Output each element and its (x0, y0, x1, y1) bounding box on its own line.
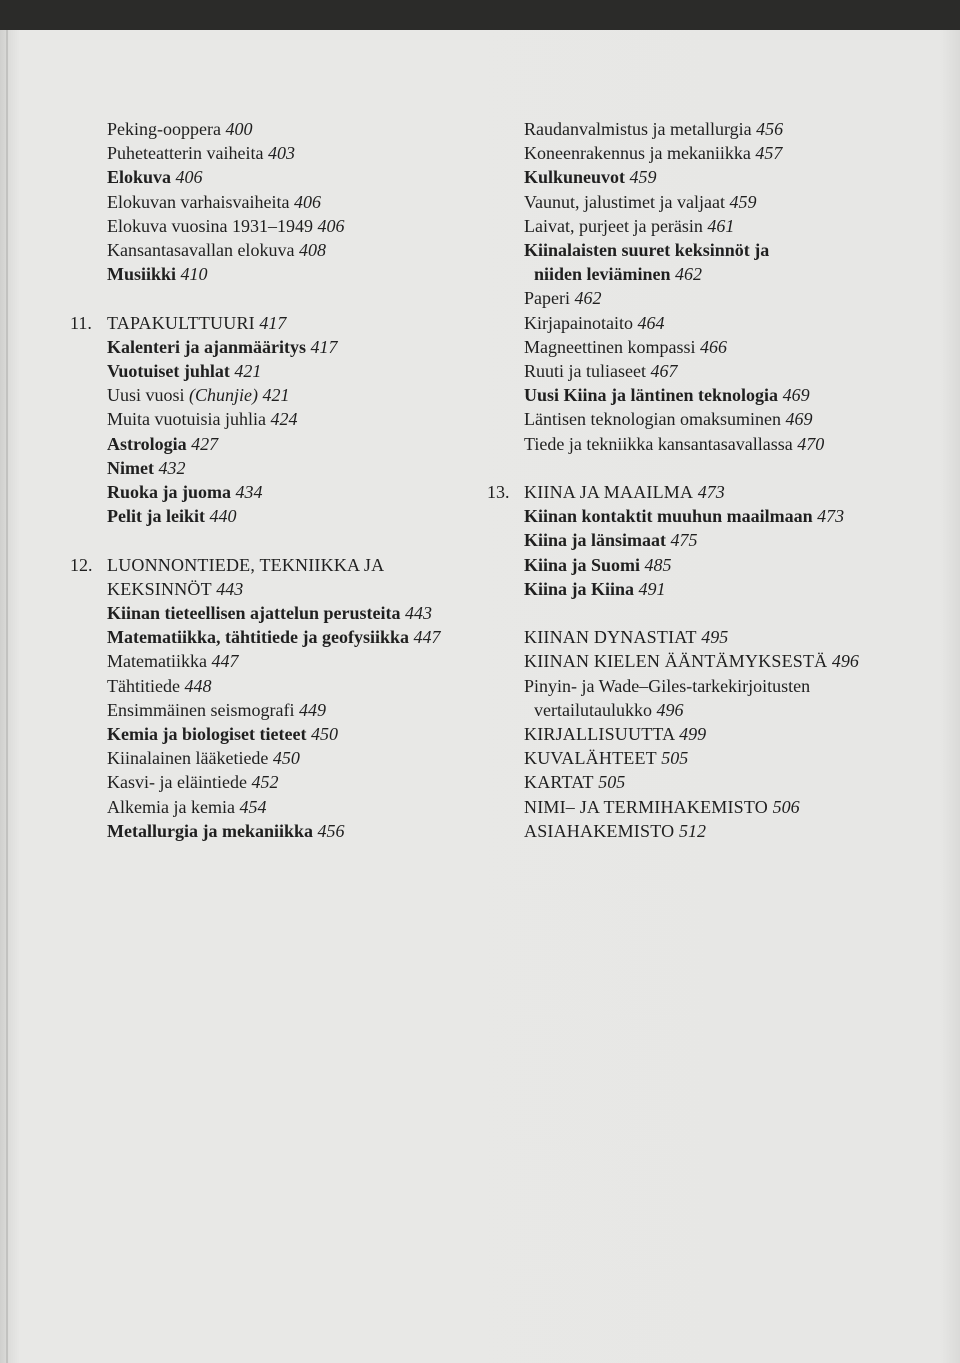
page-number: 464 (637, 312, 665, 333)
entry-title: Magneettinen kompassi (524, 336, 696, 357)
entry-title: Elokuva vuosina 1931–1949 (107, 215, 313, 236)
entry-title: Kiina ja Kiina (524, 578, 635, 599)
page-number: 459 (629, 167, 657, 188)
toc-entry (487, 141, 907, 165)
entry-title: Pelit ja leikit (107, 506, 205, 527)
toc-chapter-entry (487, 722, 907, 746)
entry-title: Elokuva (107, 167, 172, 188)
entry-title: KEKSINNÖT (107, 578, 212, 599)
section-spacer (70, 528, 470, 552)
toc-entry (70, 238, 470, 262)
toc-chapter-entry (70, 311, 470, 335)
section-spacer (487, 601, 907, 625)
page-number: 461 (707, 215, 735, 236)
toc-entry (487, 698, 907, 722)
toc-entry (487, 577, 907, 601)
page-number: 450 (272, 748, 300, 769)
page-number: 406 (175, 167, 203, 188)
toc-entry (487, 674, 907, 698)
entry-title: Kirjapainotaito (524, 312, 633, 333)
toc-entry (487, 407, 907, 431)
page-number: 496 (656, 699, 684, 720)
entry-title: vertailutaulukko (534, 699, 652, 720)
toc-chapter-entry (487, 795, 907, 819)
section-spacer (70, 286, 470, 310)
toc-entry (487, 383, 907, 407)
page-number: 434 (235, 482, 263, 503)
entry-title: Matematiikka, tähtitiede ja geofysiikka (107, 627, 409, 648)
page-number: 447 (413, 627, 441, 648)
entry-title: KIINA JA MAAILMA (524, 482, 694, 503)
entry-title: Alkemia ja kemia (107, 796, 235, 817)
toc-entry (487, 238, 907, 262)
page-number: 475 (670, 530, 698, 551)
toc-entry (487, 262, 907, 286)
page-number: 469 (785, 409, 813, 430)
toc-entry (70, 601, 470, 625)
entry-title: Raudanvalmistus ja metallurgia (524, 119, 752, 139)
page-number: 456 (756, 119, 784, 139)
page-number: 450 (310, 724, 338, 745)
toc-entry (487, 165, 907, 189)
entry-title: Kiinalaisten suuret keksinnöt ja (524, 240, 770, 261)
entry-title: Ensimmäinen seismografi (107, 699, 295, 720)
toc-entry (70, 165, 470, 189)
toc-entry (70, 214, 470, 238)
page-number: 462 (675, 264, 703, 285)
page-number: 491 (638, 578, 666, 599)
entry-title: Kiina ja länsimaat (524, 530, 667, 551)
entry-title: Ruuti ja tuliaseet (524, 361, 646, 382)
entry-title: Metallurgia ja mekaniikka (107, 820, 313, 841)
page-number: 473 (697, 482, 725, 503)
toc-entry (487, 359, 907, 383)
toc-entry (70, 335, 470, 359)
toc-entry (70, 117, 470, 141)
page-number: 427 (191, 433, 219, 454)
toc-entry (70, 407, 470, 431)
page-number: 469 (782, 385, 810, 406)
entry-title: Pinyin- ja Wade–Giles-tarkekirjoitusten (524, 675, 811, 696)
chapter-number: 11. (70, 312, 92, 333)
page-number: 459 (729, 191, 757, 212)
toc-chapter-entry (70, 553, 470, 577)
page-number: 443 (404, 603, 432, 624)
page-number: 417 (259, 312, 287, 333)
toc-entry (70, 698, 470, 722)
entry-title: Läntisen teknologian omaksuminen (524, 409, 781, 430)
page-number: 505 (598, 772, 626, 793)
toc-entry (70, 746, 470, 770)
entry-title: Astrologia (107, 433, 187, 454)
entry-title: Muita vuotuisia juhlia (107, 409, 266, 430)
toc-entry (487, 117, 907, 141)
page-number: 410 (180, 264, 208, 285)
entry-title: KARTAT (524, 772, 594, 793)
page-number: 443 (216, 578, 244, 599)
entry-title: KIINAN KIELEN ÄÄNTÄMYKSESTÄ (524, 651, 828, 672)
toc-chapter-entry (487, 625, 907, 649)
entry-title: Kemia ja biologiset tieteet (107, 724, 307, 745)
entry-title: Ruoka ja juoma (107, 482, 232, 503)
page-number: 499 (679, 724, 707, 745)
page-number: 496 (831, 651, 859, 672)
scanner-top-border (0, 0, 960, 30)
toc-entry (70, 359, 470, 383)
entry-title: Uusi Kiina ja läntinen teknologia (524, 385, 779, 406)
entry-title: TAPAKULTTUURI (107, 312, 255, 333)
page-number: 452 (251, 772, 279, 793)
toc-entry (70, 456, 470, 480)
toc-entry (487, 311, 907, 335)
toc-entry (487, 528, 907, 552)
page-binding-edge (6, 30, 8, 1363)
toc-entry (487, 214, 907, 238)
entry-title: Puheteatterin vaiheita (107, 143, 264, 164)
page-number: 473 (817, 506, 845, 527)
toc-chapter-entry (487, 649, 907, 673)
entry-title: Laivat, purjeet ja peräsin (524, 215, 703, 236)
toc-entry (70, 262, 470, 286)
entry-title: Musiikki (107, 264, 177, 285)
toc-left-column (70, 117, 470, 843)
entry-title: Kiina ja Suomi (524, 554, 641, 575)
section-spacer (487, 456, 907, 480)
toc-entry (70, 795, 470, 819)
entry-title: Kansantasavallan elokuva (107, 240, 299, 261)
page-number: 456 (317, 820, 345, 841)
page-number: 408 (298, 240, 326, 261)
toc-entry (70, 141, 470, 165)
page-number: 448 (184, 675, 212, 696)
entry-title: Kiinalainen lääketiede (107, 748, 269, 769)
toc-entry (70, 819, 470, 843)
page-number: 421 (234, 361, 262, 382)
entry-title: KIINAN DYNASTIAT (524, 627, 697, 648)
page-number: 400 (225, 119, 253, 139)
toc-chapter-entry (487, 746, 907, 770)
toc-chapter-entry (487, 819, 907, 843)
entry-title: Tiede ja tekniikka kansantasavallassa (524, 433, 793, 454)
toc-entry (70, 190, 470, 214)
entry-title: Nimet (107, 457, 154, 478)
entry-title: Koneenrakennus ja mekaniikka (524, 143, 751, 164)
page-number: 485 (644, 554, 672, 575)
page-number: 440 (209, 506, 237, 527)
page-number: 512 (678, 820, 706, 841)
entry-title: Kulkuneuvot (524, 167, 626, 188)
toc-entry (487, 553, 907, 577)
page-number: 454 (239, 796, 267, 817)
toc-entry (70, 480, 470, 504)
page-number: 470 (797, 433, 825, 454)
page-number: 403 (267, 143, 295, 164)
entry-title: Peking-ooppera (107, 119, 221, 139)
toc-entry (70, 625, 470, 649)
entry-title: Elokuvan varhaisvaiheita (107, 191, 290, 212)
toc-entry (487, 504, 907, 528)
page-number: 505 (661, 748, 689, 769)
toc-entry (70, 649, 470, 673)
toc-entry (487, 286, 907, 310)
toc-chapter-entry (70, 577, 470, 601)
toc-entry (487, 432, 907, 456)
page-number: 421 (262, 385, 290, 406)
entry-title: Kalenteri ja ajanmääritys (107, 336, 306, 357)
toc-chapter-entry (487, 480, 907, 504)
entry-title: LUONNONTIEDE, TEKNIIKKA JA (107, 554, 385, 575)
toc-entry (70, 383, 470, 407)
page-number: 466 (699, 336, 727, 357)
entry-title: Kiinan tieteellisen ajattelun perusteita (107, 603, 401, 624)
page-number: 506 (772, 796, 800, 817)
page-number: 495 (701, 627, 729, 648)
toc-entry (70, 770, 470, 794)
toc-right-column (487, 117, 907, 843)
chapter-number: 12. (70, 554, 93, 575)
toc-chapter-entry (487, 770, 907, 794)
entry-title: Kasvi- ja eläintiede (107, 772, 247, 793)
toc-entry (487, 335, 907, 359)
page-number: 417 (310, 336, 338, 357)
page-number: 432 (158, 457, 186, 478)
page-number: 457 (755, 143, 783, 164)
page-number: 447 (211, 651, 239, 672)
toc-entry (70, 432, 470, 456)
entry-title: Paperi (524, 288, 570, 309)
entry-title: Kiinan kontaktit muuhun maailmaan (524, 506, 813, 527)
entry-title: KUVALÄHTEET (524, 748, 662, 769)
entry-title: Matematiikka (107, 651, 207, 672)
entry-title: Tähtitiede (107, 675, 180, 696)
entry-title-italic: (Chunjie) (189, 385, 259, 406)
toc-entry (487, 190, 907, 214)
toc-entry (70, 504, 470, 528)
page-number: 406 (293, 191, 321, 212)
toc-entry (70, 674, 470, 698)
page-number: 449 (298, 699, 326, 720)
page-number: 424 (270, 409, 298, 430)
entry-title: niiden leviäminen (534, 264, 671, 285)
entry-title: Uusi vuosi (107, 385, 185, 406)
entry-title: ASIAHAKEMISTO (524, 820, 679, 841)
entry-title: KIRJALLISUUTTA (524, 724, 680, 745)
entry-title: Vaunut, jalustimet ja valjaat (524, 191, 725, 212)
page-number: 462 (574, 288, 602, 309)
entry-title: Vuotuiset juhlat (107, 361, 230, 382)
entry-title: NIMI– JA TERMIHAKEMISTO (524, 796, 773, 817)
page-number: 467 (650, 361, 678, 382)
chapter-number: 13. (487, 482, 510, 503)
toc-entry (70, 722, 470, 746)
page-number: 406 (317, 215, 345, 236)
